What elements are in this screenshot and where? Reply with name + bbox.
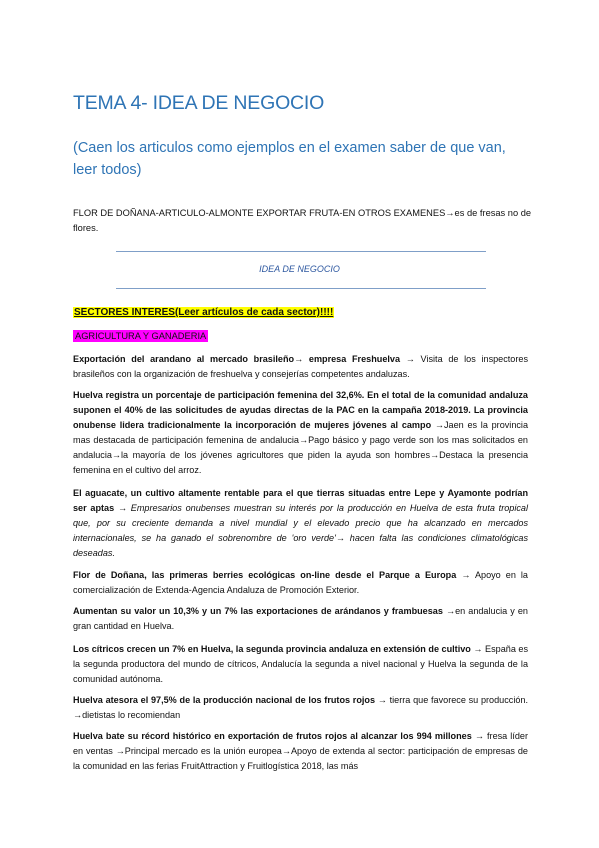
paragraph-lead: El aguacate, un cultivo altamente rentable para el que tierras situadas entre Lepe y Ayamonte podrían ser aptas (73, 488, 528, 513)
paragraph-text: →en andalucia y en gran cantidad en Huelva. (73, 606, 528, 631)
paragraph-lead: Huelva bate su récord histórico en exportación de frutos rojos al alcanzar los 994 millones (73, 731, 472, 741)
paragraph (73, 388, 528, 478)
paragraph-text: → España es la segunda productora del mundo de cítricos, Andalucía la segunda a nivel nacional y Huelva la segunda de la comunidad autónoma. (73, 644, 529, 684)
paragraph (73, 604, 528, 634)
subtitle-note: (Caen los articulos como ejemplos en el examen saber de que van, leer todos) (73, 140, 506, 178)
paragraph (73, 729, 528, 774)
paragraph-text: → tierra que favorece su producción. →dietistas lo recomiendan (73, 695, 528, 720)
paragraph (73, 568, 528, 598)
intro-line: FLOR DE DOÑANA-ARTICULO-ALMONTE EXPORTAR FRUTA-EN OTROS EXAMENES→es de fresas no de flores. (73, 208, 532, 233)
section-heading-idea: IDEA DE NEGOCIO (259, 264, 340, 274)
paragraph-lead: Exportación del arandano al mercado brasileño→ empresa Freshuelva (73, 354, 401, 364)
sectores-heading: SECTORES INTERES(Leer artículos de cada sector)!!!! (74, 307, 334, 318)
paragraph-text: → Visita de los inspectores brasileños con la organización de freshuelva y consejerías competentes andaluzas. (73, 354, 528, 379)
divider-bottom (116, 288, 486, 289)
paragraph-text: → Empresarios onubenses muestran su interés por la producción en Huelva de esta fruta tropical que, por su creciente demanda a nivel mundial y el elevado precio que ha alcanzado en mercados internacionales, se ha ganado el sobrenombre de 'oro verde'→ hacen falta las condiciones climatológicas deseadas. (73, 503, 528, 558)
paragraph-lead: Flor de Doñana, las primeras berries ecológicas on-line desde el Parque a Europa (73, 570, 457, 580)
divider-top (116, 251, 486, 252)
paragraph-text: →Jaen es la provincia mas destacada de participación femenina de andalucia→Pago básico y pago verde son los mas solicitados en andalucia→la mayoría de los jóvenes agricultores que piden la ayuda son hombres→Destaca la presencia femenina en el cultivo del arroz. (73, 420, 529, 475)
paragraph-lead: Huelva registra un porcentaje de participación femenina del 32,6%. En el total de la comunidad andaluza suponen el 40% de las solicitudes de ayudas directas de la PAC en la campaña 2018-2019. La provincia onubense lidera tradicionalmente la incorporación de mujeres jóvenes al campo (73, 390, 528, 430)
paragraph-lead: Los cítricos crecen un 7% en Huelva, la segunda provincia andaluza en extensión de cultivo (73, 644, 471, 654)
paragraph-lead: Huelva atesora el 97,5% de la producción nacional de los frutos rojos (73, 695, 376, 705)
paragraph (73, 693, 528, 723)
page-title: TEMA 4- IDEA DE NEGOCIO (73, 92, 325, 114)
agricultura-heading: AGRICULTURA Y GANADERIA (75, 331, 207, 341)
paragraph (73, 486, 528, 561)
paragraph (73, 352, 528, 382)
paragraph-lead: Aumentan su valor un 10,3% y un 7% las exportaciones de arándanos y frambuesas (73, 606, 443, 616)
paragraph-text: → Apoyo en la comercialización de Extenda-Agencia Andaluza de Promoción Exterior. (73, 570, 528, 595)
paragraph-text: → fresa líder en ventas →Principal mercado es la unión europea→Apoyo de extenda al sector: participación de empresas de la comunidad en las ferias FruitAttraction y Fruitlogística 2018, las más (73, 731, 529, 771)
paragraph (73, 642, 528, 687)
